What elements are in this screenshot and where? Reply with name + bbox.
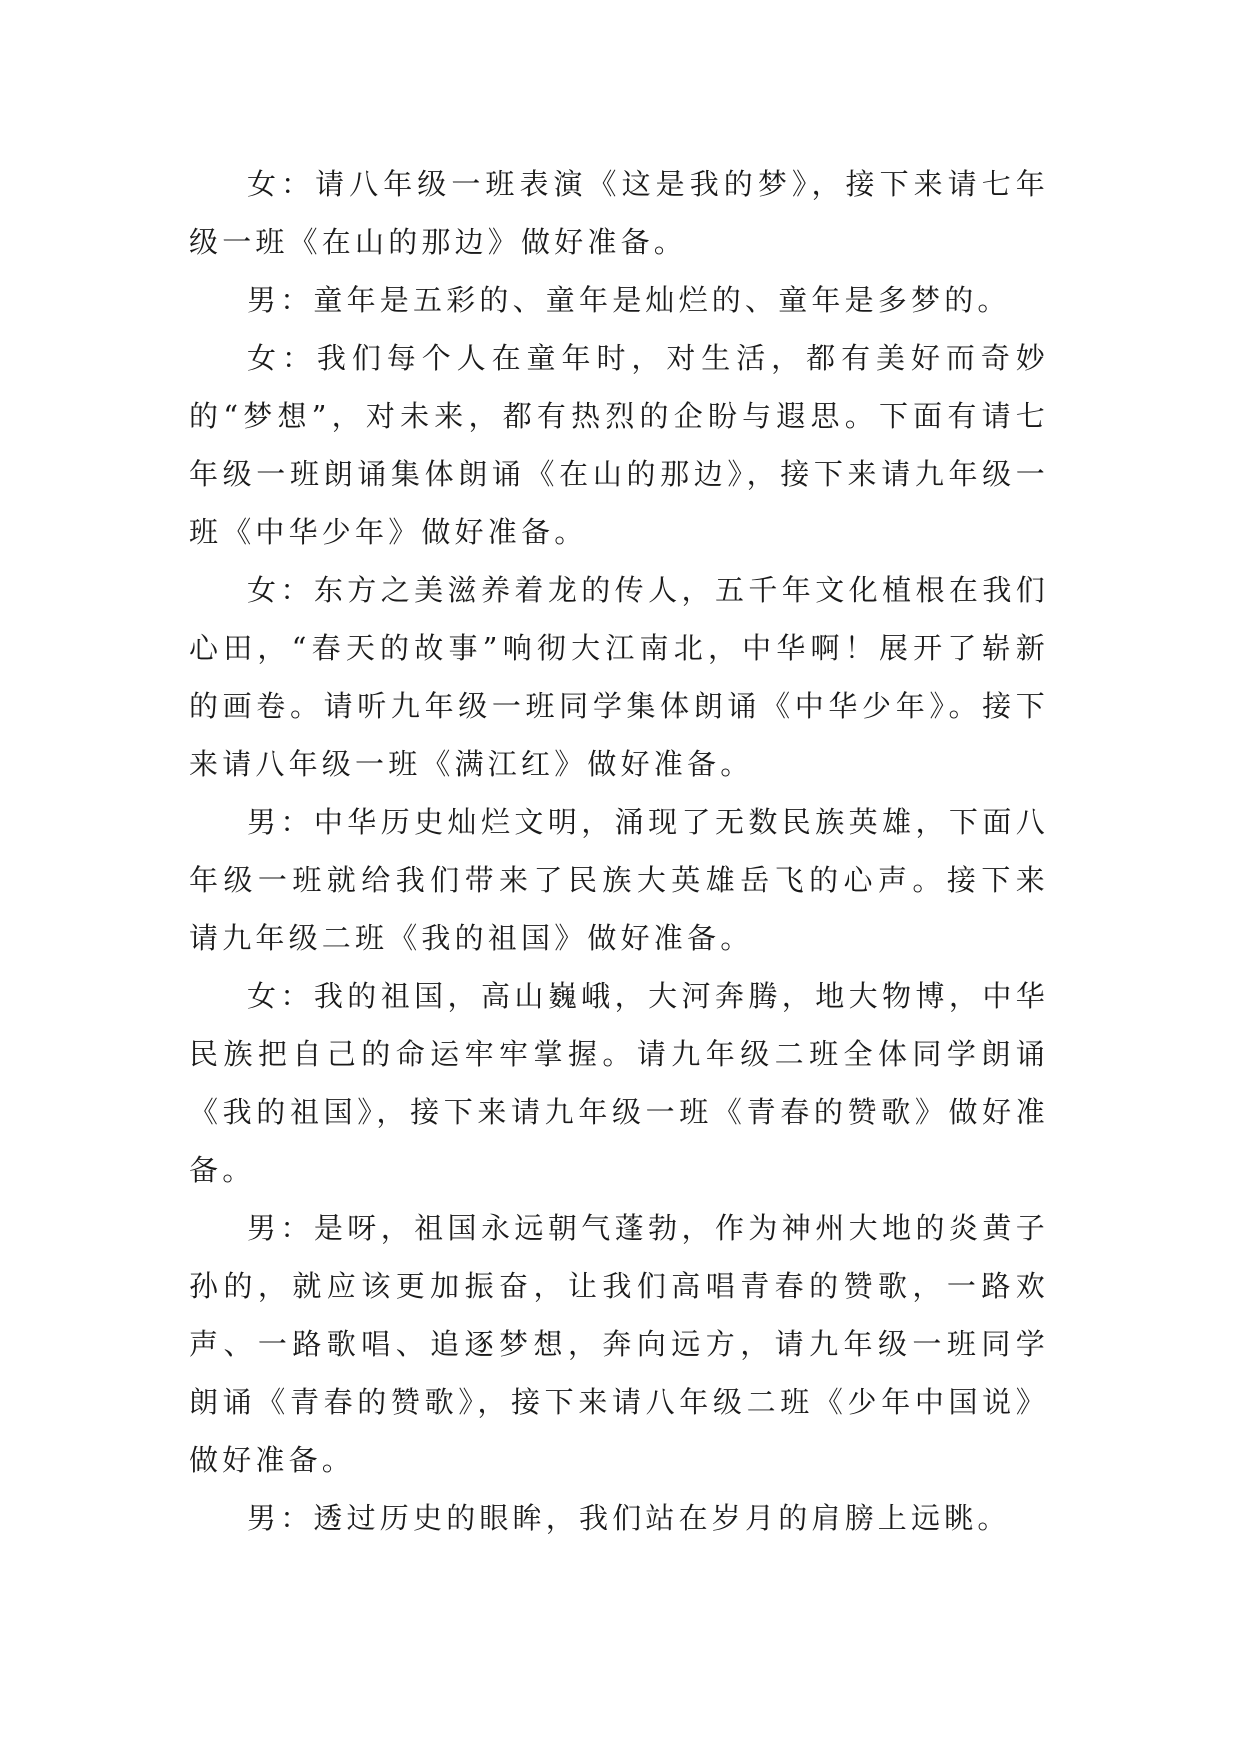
paragraph-6: 女：我的祖国，高山巍峨，大河奔腾，地大物博，中华民族把自己的命运牢牢掌握。请九年级二班全体同学朗诵《我的祖国》，接下来请九年级一班《青春的赞歌》做好准备。	[189, 979, 1049, 1187]
paragraph-5: 男：中华历史灿烂文明，涌现了无数民族英雄，下面八年级一班就给我们带来了民族大英雄岳飞的心声。接下来请九年级二班《我的祖国》做好准备。	[189, 805, 1049, 955]
paragraph-2: 男：童年是五彩的、童年是灿烂的、童年是多梦的。	[247, 283, 1011, 317]
paragraph-4: 女：东方之美滋养着龙的传人，五千年文化植根在我们心田，“春天的故事”响彻大江南北，中华啊！展开了崭新的画卷。请听九年级一班同学集体朗诵《中华少年》。接下来请八年级一班《满江红》做好准备。	[189, 573, 1049, 781]
document-body	[189, 155, 1049, 1547]
paragraph-8: 男：透过历史的眼眸，我们站在岁月的肩膀上远眺。	[247, 1501, 1011, 1535]
paragraph-3: 女：我们每个人在童年时，对生活，都有美好而奇妙的“梦想”，对未来，都有热烈的企盼与遐思。下面有请七年级一班朗诵集体朗诵《在山的那边》，接下来请九年级一班《中华少年》做好准备。	[189, 341, 1049, 549]
paragraph-1: 女：请八年级一班表演《这是我的梦》，接下来请七年级一班《在山的那边》做好准备。	[189, 167, 1049, 259]
paragraph-7: 男：是呀，祖国永远朝气蓬勃，作为神州大地的炎黄子孙的，就应该更加振奋，让我们高唱青春的赞歌，一路欢声、一路歌唱、追逐梦想，奔向远方，请九年级一班同学朗诵《青春的赞歌》，接下来请八年级二班《少年中国说》做好准备。	[189, 1211, 1049, 1477]
